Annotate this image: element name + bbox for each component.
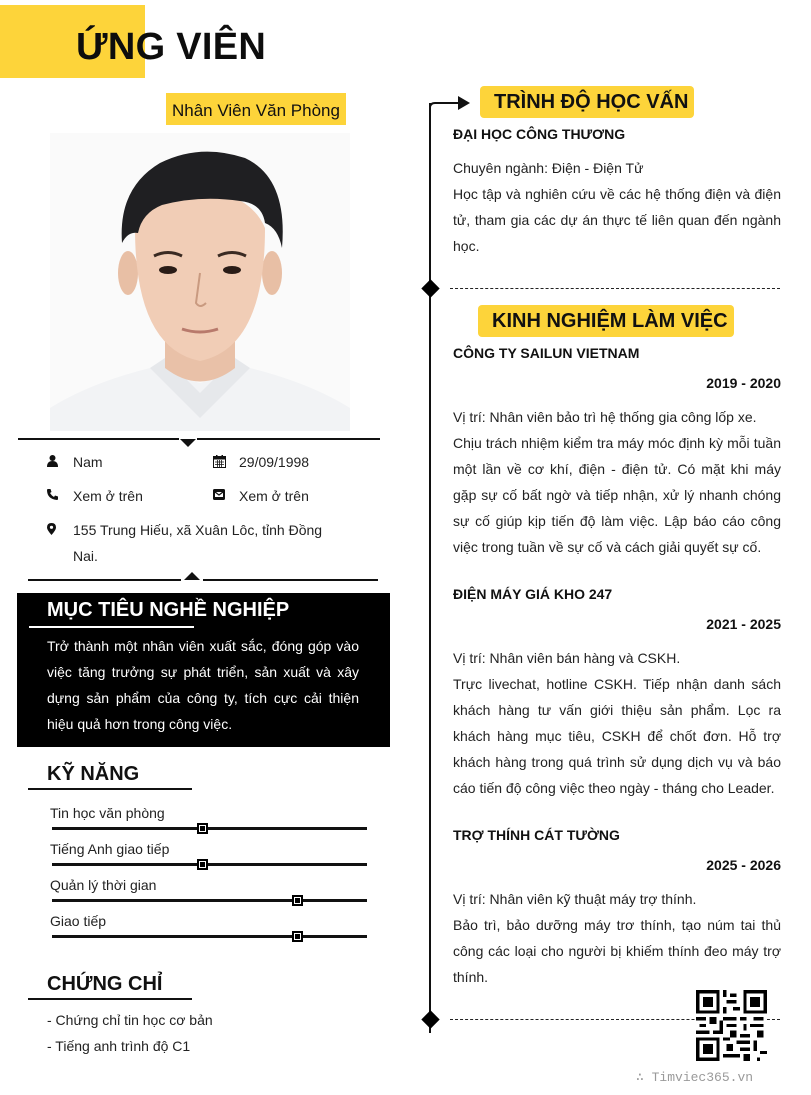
company-name: CÔNG TY SAILUN VIETNAM (453, 345, 640, 361)
education-title: TRÌNH ĐỘ HỌC VẤN (494, 91, 689, 113)
birthday-value: 29/09/1998 (239, 454, 310, 470)
skill-level-marker (197, 859, 208, 870)
calendar-icon (213, 449, 239, 475)
objective-text: Trở thành một nhân viên xuất sắc, đóng góp vào việc tăng trưởng sự phát triển, sản xuất và xây dựng sản phẩm của công ty, tích cực cải thiện hiệu quả hơn trong công việc. (47, 638, 359, 732)
skill-bar (52, 863, 367, 866)
phone-icon (47, 483, 73, 509)
certificates-title: CHỨNG CHỈ (47, 973, 163, 995)
portrait-image (50, 133, 350, 431)
timeline-line (429, 103, 431, 1033)
skill-label: Tin học văn phòng (50, 805, 165, 821)
skill-bar (52, 827, 367, 830)
certificate-item: - Tiếng anh trình độ C1 (47, 1038, 191, 1054)
skill-bar (52, 899, 367, 902)
section-dashed-divider (450, 288, 780, 289)
info-top-divider (18, 438, 380, 440)
objective-title-underline (29, 626, 194, 628)
qr-code-icon[interactable] (696, 990, 767, 1061)
skill-level-marker (292, 931, 303, 942)
contact-email (213, 483, 373, 509)
skill-label: Quản lý thời gian (50, 877, 157, 893)
timeline-diamond-icon (421, 279, 439, 297)
work-description: Chịu trách nhiệm kiểm tra máy móc định kỳ mỗi tuần một lần về cơ khí, điện - điện tử. Có mặt khi máy gặp sự cố bất ngờ và tiếp nhận, xử lý nhanh chóng sự cố giúp kịp tiến độ làm việc. Lập báo cáo công việc trong tuần về sự cố và cách giải quyết sự cố. (453, 435, 781, 555)
work-description: Trực livechat, hotline CSKH. Tiếp nhận danh sách khách hàng tư vấn giới thiệu sản phẩm. Lọc ra khách hàng mục tiêu, CSKH để chốt đơn. Hỗ trợ khách hàng trong quá trình sử dụng dịch vụ và báo cáo tiến độ công việc theo ngày - tháng cho Leader. (453, 676, 781, 796)
skill-level-marker (292, 895, 303, 906)
avatar (50, 133, 350, 431)
timeline-diamond-icon (421, 1010, 439, 1028)
contact-birthday (213, 449, 373, 475)
email-value: Xem ở trên (239, 488, 309, 504)
education-description: Học tập và nghiên cứu về các hệ thống điện và điện tử, tham gia các dự án thực tế liên quan đến ngành học. (453, 186, 781, 254)
contact-phone (47, 483, 207, 509)
experience-title: KINH NGHIỆM LÀM VIỆC (492, 310, 728, 332)
skills-title: KỸ NĂNG (47, 763, 140, 785)
certificate-item: - Chứng chỉ tin học cơ bản (47, 1012, 213, 1028)
work-position: Vị trí: Nhân viên kỹ thuật máy trợ thính. (453, 891, 697, 907)
work-position: Vị trí: Nhân viên bán hàng và CSKH. (453, 650, 681, 666)
watermark: ∴ Timviec365.vn (636, 1070, 754, 1085)
skill-level-marker (197, 823, 208, 834)
work-description: Bảo trì, bảo dưỡng máy trơ thính, tạo núm tai thủ công các loại cho người bị khiếm thính đeo máy trợ thính. (453, 917, 781, 985)
user-icon (47, 449, 73, 475)
work-period: 2025 - 2026 (706, 857, 781, 873)
skills-title-underline (28, 788, 192, 790)
contact-gender (47, 449, 207, 475)
company-name: TRỢ THÍNH CÁT TƯỜNG (453, 827, 620, 843)
job-title-badge: Nhân Viên Văn Phòng (166, 93, 346, 125)
work-position: Vị trí: Nhân viên bảo trì hệ thống gia công lốp xe. (453, 409, 757, 425)
email-icon (213, 483, 239, 509)
info-bottom-divider (28, 579, 378, 581)
skill-label: Giao tiếp (50, 913, 107, 929)
skill-bar (52, 935, 367, 938)
school-name: ĐẠI HỌC CÔNG THƯƠNG (453, 126, 626, 142)
triangle-up-icon (184, 572, 200, 580)
skill-label: Tiếng Anh giao tiếp (50, 841, 170, 857)
certificates-title-underline (28, 998, 192, 1000)
map-marker-icon (47, 517, 73, 569)
work-period: 2019 - 2020 (706, 375, 781, 391)
phone-value: Xem ở trên (73, 488, 143, 504)
education-major: Chuyên ngành: Điện - Điện Tử (453, 160, 644, 176)
gender-value: Nam (73, 454, 103, 470)
triangle-down-icon (180, 439, 196, 447)
career-objective-section (17, 593, 390, 747)
page-title: ỨNG VIÊN (76, 26, 267, 68)
address-line-2: Nai. (73, 548, 98, 564)
company-name: ĐIỆN MÁY GIÁ KHO 247 (453, 586, 613, 602)
contact-address (47, 517, 347, 569)
arrow-right-icon (428, 94, 472, 114)
work-period: 2021 - 2025 (706, 616, 781, 632)
address-line-1: 155 Trung Hiếu, xã Xuân Lôc, tỉnh Đồng (73, 522, 323, 538)
objective-title: MỤC TIÊU NGHỀ NGHIỆP (47, 599, 290, 621)
